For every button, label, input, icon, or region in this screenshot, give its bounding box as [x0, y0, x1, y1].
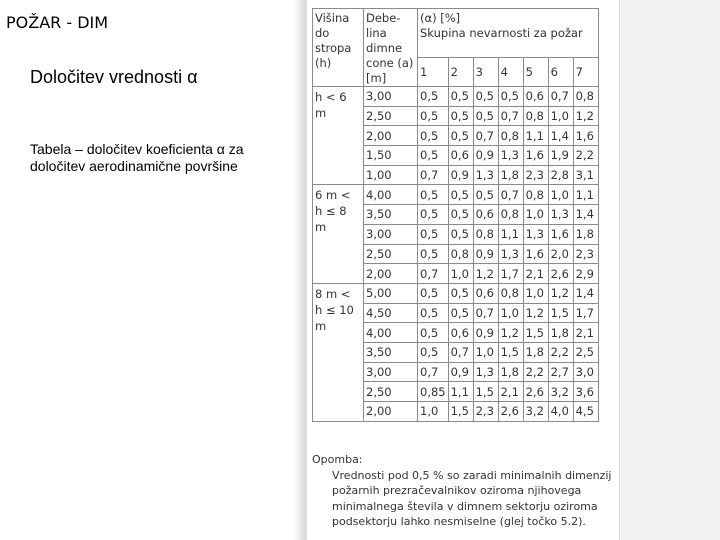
header-row — [313, 9, 599, 58]
alpha-value-cell: 1,1 — [498, 224, 523, 244]
alpha-value-cell: 2,9 — [573, 264, 598, 284]
height-group-label: 8 m < h ≤ 10 m — [313, 283, 364, 421]
alpha-value-cell: 1,5 — [498, 342, 523, 362]
alpha-value-cell: 0,6 — [473, 205, 498, 225]
alpha-value-cell: 0,5 — [473, 106, 498, 126]
class-header-1: 1 — [418, 57, 449, 86]
alpha-value-cell: 2,6 — [498, 402, 523, 422]
table-note — [312, 452, 612, 530]
alpha-value-cell: 0,5 — [418, 126, 449, 146]
thickness-cell: 1,00 — [364, 165, 418, 185]
class-header-7: 7 — [573, 57, 598, 86]
alpha-value-cell: 0,5 — [448, 106, 473, 126]
alpha-value-cell: 4,0 — [548, 402, 573, 422]
height-header: Višina do stropa (h) — [313, 9, 364, 87]
alpha-header-title: (α) [%] — [420, 11, 461, 25]
alpha-value-cell: 0,5 — [448, 185, 473, 205]
height-group-label: 6 m < h ≤ 8 m — [313, 185, 364, 283]
alpha-value-cell: 1,3 — [473, 165, 498, 185]
alpha-value-cell: 0,8 — [523, 106, 548, 126]
alpha-value-cell: 1,3 — [498, 146, 523, 166]
alpha-value-cell: 0,5 — [418, 323, 449, 343]
alpha-value-cell: 0,5 — [448, 224, 473, 244]
table-caption: Tabela – določitev koeficienta α za določitev aerodinamične površine — [30, 141, 244, 174]
alpha-value-cell: 0,5 — [448, 205, 473, 225]
thickness-cell: 3,00 — [364, 362, 418, 382]
alpha-value-cell: 0,5 — [473, 185, 498, 205]
alpha-value-cell: 0,5 — [448, 87, 473, 107]
alpha-value-cell: 0,9 — [448, 165, 473, 185]
alpha-value-cell: 0,5 — [448, 283, 473, 303]
alpha-value-cell: 2,1 — [498, 382, 523, 402]
alpha-value-cell: 0,5 — [473, 87, 498, 107]
height-group-label: h < 6 m — [313, 87, 364, 185]
alpha-value-cell: 0,5 — [418, 303, 449, 323]
alpha-value-cell: 1,2 — [473, 264, 498, 284]
alpha-value-cell: 1,0 — [498, 303, 523, 323]
alpha-value-cell: 0,5 — [418, 146, 449, 166]
alpha-value-cell: 1,5 — [448, 402, 473, 422]
alpha-value-cell: 2,7 — [548, 362, 573, 382]
table-row — [313, 283, 599, 303]
alpha-value-cell: 2,1 — [523, 264, 548, 284]
thickness-header: Debe-lina dimne cone (a) [m] — [364, 9, 418, 87]
alpha-value-cell: 0,5 — [448, 126, 473, 146]
class-header-2: 2 — [448, 57, 473, 86]
alpha-value-cell: 1,6 — [573, 126, 598, 146]
thickness-cell: 3,00 — [364, 224, 418, 244]
alpha-value-cell: 1,8 — [523, 342, 548, 362]
slide-subtitle: Določitev vrednosti α — [30, 67, 198, 87]
alpha-value-cell: 0,9 — [448, 362, 473, 382]
alpha-value-cell: 3,1 — [573, 165, 598, 185]
alpha-value-cell: 1,3 — [523, 224, 548, 244]
alpha-value-cell: 2,0 — [548, 244, 573, 264]
alpha-value-cell: 1,8 — [498, 165, 523, 185]
table-row — [313, 87, 599, 107]
thickness-cell: 4,50 — [364, 303, 418, 323]
alpha-value-cell: 1,2 — [498, 323, 523, 343]
alpha-value-cell: 0,7 — [548, 87, 573, 107]
alpha-value-cell: 1,5 — [473, 382, 498, 402]
slide-title: POŽAR - DIM — [6, 13, 109, 32]
alpha-value-cell: 1,8 — [498, 362, 523, 382]
alpha-value-cell: 1,1 — [448, 382, 473, 402]
alpha-value-cell: 1,0 — [473, 342, 498, 362]
alpha-value-cell: 0,85 — [418, 382, 449, 402]
alpha-value-cell: 0,6 — [448, 323, 473, 343]
alpha-value-cell: 3,6 — [573, 382, 598, 402]
alpha-value-cell: 2,3 — [573, 244, 598, 264]
alpha-value-cell: 1,1 — [573, 185, 598, 205]
alpha-value-cell: 0,5 — [498, 87, 523, 107]
thickness-cell: 3,50 — [364, 342, 418, 362]
thickness-cell: 2,00 — [364, 264, 418, 284]
alpha-value-cell: 1,2 — [548, 283, 573, 303]
alpha-value-cell: 0,5 — [418, 185, 449, 205]
alpha-value-cell: 0,7 — [418, 362, 449, 382]
thickness-cell: 4,00 — [364, 323, 418, 343]
alpha-value-cell: 1,1 — [523, 126, 548, 146]
page-shadow — [294, 0, 306, 540]
alpha-header-subtitle: Skupina nevarnosti za požar — [420, 26, 583, 40]
alpha-value-cell: 4,5 — [573, 402, 598, 422]
thickness-cell: 2,50 — [364, 106, 418, 126]
thickness-cell: 4,00 — [364, 185, 418, 205]
thickness-cell: 2,00 — [364, 126, 418, 146]
alpha-value-cell: 0,7 — [498, 185, 523, 205]
alpha-value-cell: 1,5 — [548, 303, 573, 323]
alpha-value-cell: 1,0 — [523, 283, 548, 303]
alpha-value-cell: 0,8 — [498, 283, 523, 303]
alpha-value-cell: 0,7 — [418, 165, 449, 185]
alpha-value-cell: 1,9 — [548, 146, 573, 166]
note-heading: Opomba: — [312, 453, 363, 466]
alpha-value-cell: 1,2 — [523, 303, 548, 323]
class-header-4: 4 — [498, 57, 523, 86]
alpha-value-cell: 2,8 — [548, 165, 573, 185]
alpha-value-cell: 0,9 — [473, 146, 498, 166]
alpha-value-cell: 0,9 — [473, 323, 498, 343]
alpha-value-cell: 2,5 — [573, 342, 598, 362]
class-header-5: 5 — [523, 57, 548, 86]
thickness-cell: 3,50 — [364, 205, 418, 225]
alpha-value-cell: 2,3 — [473, 402, 498, 422]
thickness-cell: 1,50 — [364, 146, 418, 166]
alpha-value-cell: 1,3 — [473, 362, 498, 382]
alpha-value-cell: 1,3 — [548, 205, 573, 225]
alpha-value-cell: 1,4 — [573, 283, 598, 303]
alpha-value-cell: 1,0 — [448, 264, 473, 284]
alpha-value-cell: 1,6 — [523, 244, 548, 264]
alpha-value-cell: 1,0 — [523, 205, 548, 225]
alpha-value-cell: 0,8 — [448, 244, 473, 264]
note-text: Vrednosti pod 0,5 % so zaradi minimalnih dimenzij požarnih prezračevalnikov oziroma njihovega minimalnega števila v dimnem sektorju oziroma podsektorju lahko nesmiselne (glej točko 5.2). — [332, 468, 612, 528]
alpha-value-cell: 2,2 — [548, 342, 573, 362]
alpha-value-cell: 0,7 — [473, 303, 498, 323]
alpha-value-cell: 1,0 — [418, 402, 449, 422]
alpha-value-cell: 1,8 — [573, 224, 598, 244]
alpha-value-cell: 1,2 — [573, 106, 598, 126]
thickness-cell: 2,50 — [364, 382, 418, 402]
alpha-value-cell: 0,5 — [418, 342, 449, 362]
alpha-value-cell: 0,8 — [498, 126, 523, 146]
thickness-cell: 2,50 — [364, 244, 418, 264]
alpha-value-cell: 1,7 — [498, 264, 523, 284]
alpha-value-cell: 0,9 — [473, 244, 498, 264]
alpha-value-cell: 0,6 — [448, 146, 473, 166]
alpha-value-cell: 1,3 — [498, 244, 523, 264]
alpha-header — [418, 9, 599, 58]
class-header-3: 3 — [473, 57, 498, 86]
alpha-value-cell: 0,8 — [473, 224, 498, 244]
alpha-value-cell: 1,8 — [548, 323, 573, 343]
alpha-value-cell: 0,7 — [498, 106, 523, 126]
alpha-value-cell: 0,5 — [448, 303, 473, 323]
alpha-value-cell: 1,4 — [573, 205, 598, 225]
alpha-table — [312, 8, 599, 422]
class-header-6: 6 — [548, 57, 573, 86]
thickness-cell: 3,00 — [364, 87, 418, 107]
alpha-value-cell: 0,6 — [523, 87, 548, 107]
alpha-value-cell: 0,7 — [473, 126, 498, 146]
alpha-value-cell: 2,1 — [573, 323, 598, 343]
alpha-value-cell: 0,8 — [498, 205, 523, 225]
alpha-value-cell: 0,5 — [418, 205, 449, 225]
right-margin — [619, 0, 720, 540]
alpha-value-cell: 0,5 — [418, 244, 449, 264]
alpha-value-cell: 1,6 — [548, 224, 573, 244]
alpha-value-cell: 0,7 — [418, 264, 449, 284]
alpha-value-cell: 1,5 — [523, 323, 548, 343]
alpha-value-cell: 3,2 — [548, 382, 573, 402]
alpha-value-cell: 1,0 — [548, 185, 573, 205]
alpha-value-cell: 0,8 — [523, 185, 548, 205]
alpha-value-cell: 0,6 — [473, 283, 498, 303]
alpha-value-cell: 0,5 — [418, 283, 449, 303]
alpha-value-cell: 1,6 — [523, 146, 548, 166]
alpha-value-cell: 0,5 — [418, 224, 449, 244]
thickness-cell: 2,00 — [364, 402, 418, 422]
thickness-cell: 5,00 — [364, 283, 418, 303]
table-row — [313, 185, 599, 205]
alpha-value-cell: 2,3 — [523, 165, 548, 185]
alpha-value-cell: 1,4 — [548, 126, 573, 146]
alpha-value-cell: 0,5 — [418, 87, 449, 107]
alpha-value-cell: 2,6 — [548, 264, 573, 284]
alpha-value-cell: 0,7 — [448, 342, 473, 362]
alpha-value-cell: 2,2 — [573, 146, 598, 166]
alpha-value-cell: 0,8 — [573, 87, 598, 107]
alpha-value-cell: 2,2 — [523, 362, 548, 382]
alpha-value-cell: 2,6 — [523, 382, 548, 402]
alpha-value-cell: 1,0 — [548, 106, 573, 126]
alpha-value-cell: 3,0 — [573, 362, 598, 382]
alpha-value-cell: 3,2 — [523, 402, 548, 422]
alpha-value-cell: 0,5 — [418, 106, 449, 126]
alpha-value-cell: 1,7 — [573, 303, 598, 323]
